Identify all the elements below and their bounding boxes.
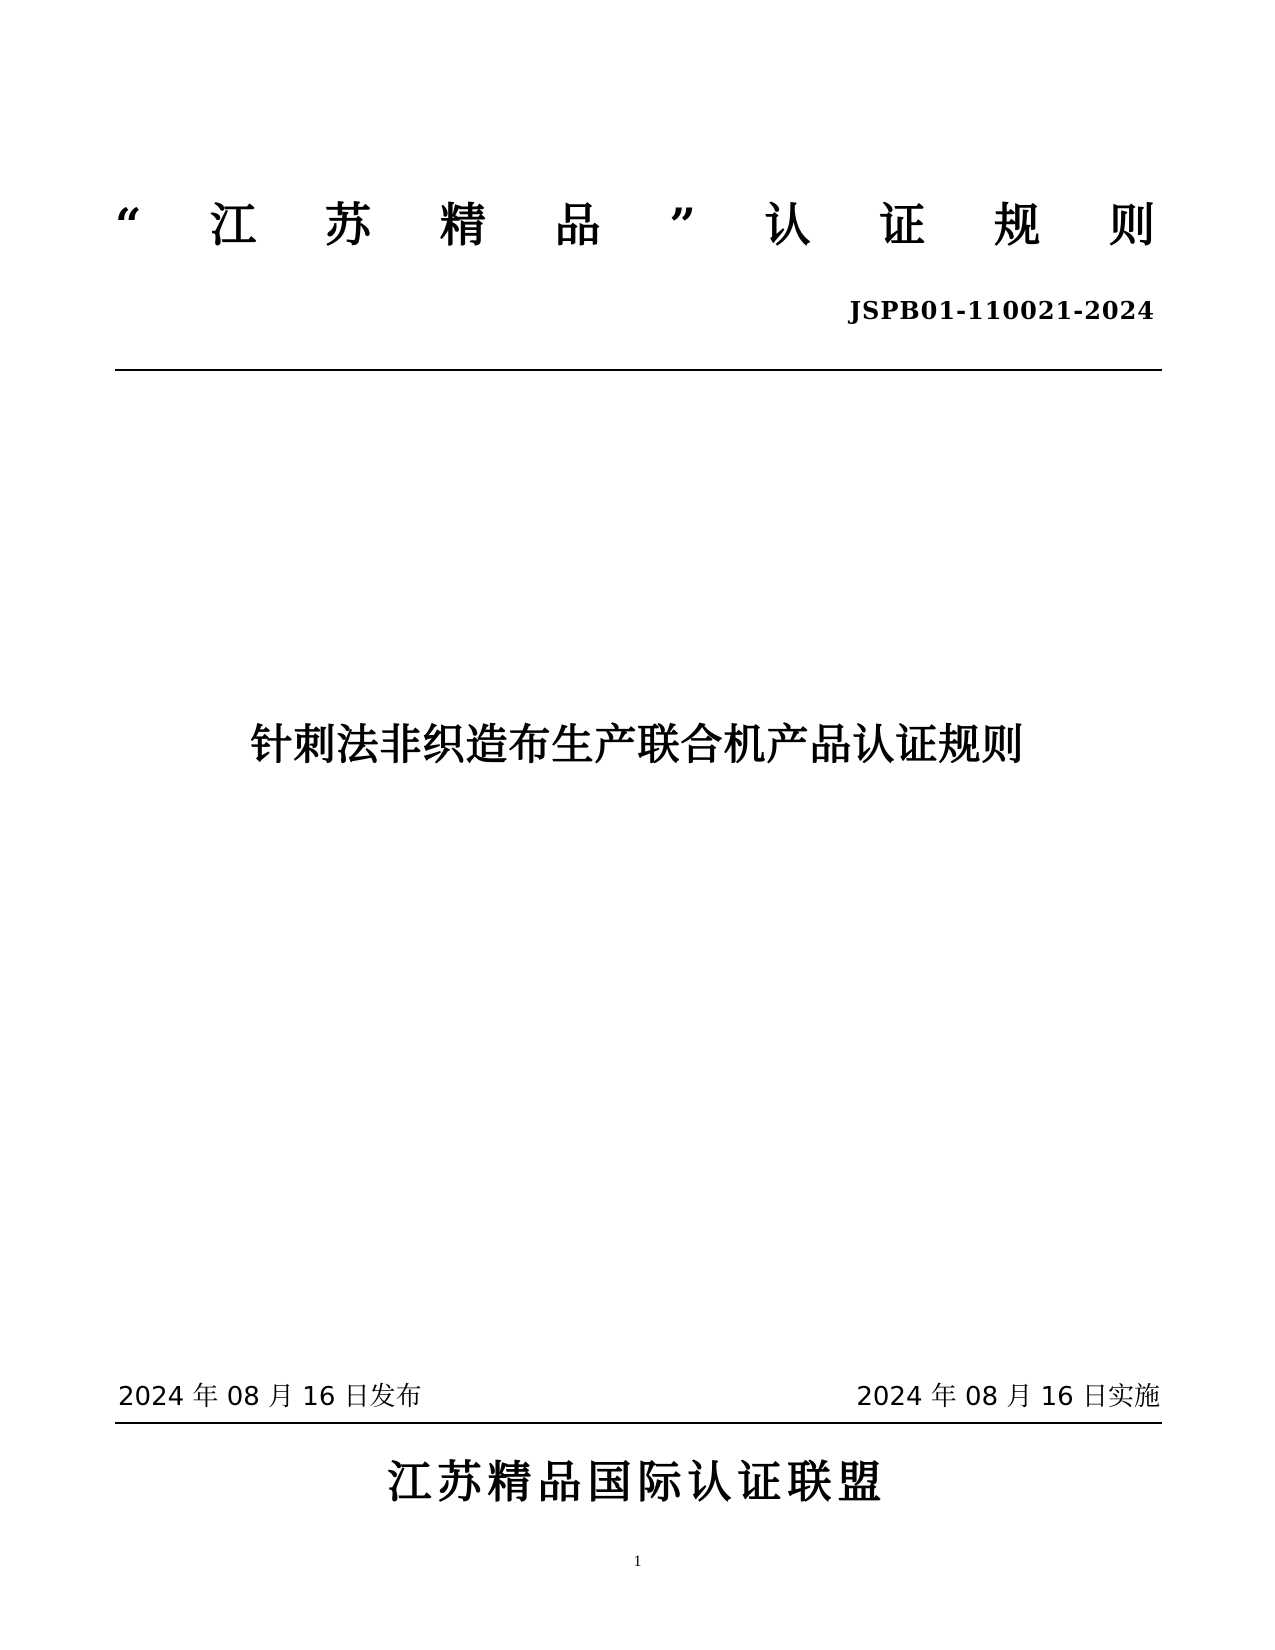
title-char: 精 xyxy=(439,198,486,252)
implement-date: 2024 年 08 月 16 日实施 xyxy=(856,1382,1160,1412)
page-number: 1 xyxy=(633,1553,642,1570)
title-char: 江 xyxy=(210,198,257,252)
title-char: ” xyxy=(669,198,696,252)
publish-date: 2024 年 08 月 16 日发布 xyxy=(118,1382,422,1412)
document-series-title xyxy=(115,190,1155,260)
top-divider xyxy=(115,369,1162,371)
title-char: “ xyxy=(115,198,142,252)
document-title: 针刺法非织造布生产联合机产品认证规则 xyxy=(250,720,1025,769)
title-char: 苏 xyxy=(325,198,372,252)
document-code: JSPB01-110021-2024 xyxy=(849,296,1155,325)
issuing-organization: 江苏精品国际认证联盟 xyxy=(387,1457,888,1508)
bottom-divider xyxy=(115,1422,1162,1424)
title-char: 则 xyxy=(1108,198,1155,252)
title-char: 品 xyxy=(554,198,601,252)
title-char: 规 xyxy=(994,198,1041,252)
title-char: 认 xyxy=(764,198,811,252)
title-char: 证 xyxy=(879,198,926,252)
